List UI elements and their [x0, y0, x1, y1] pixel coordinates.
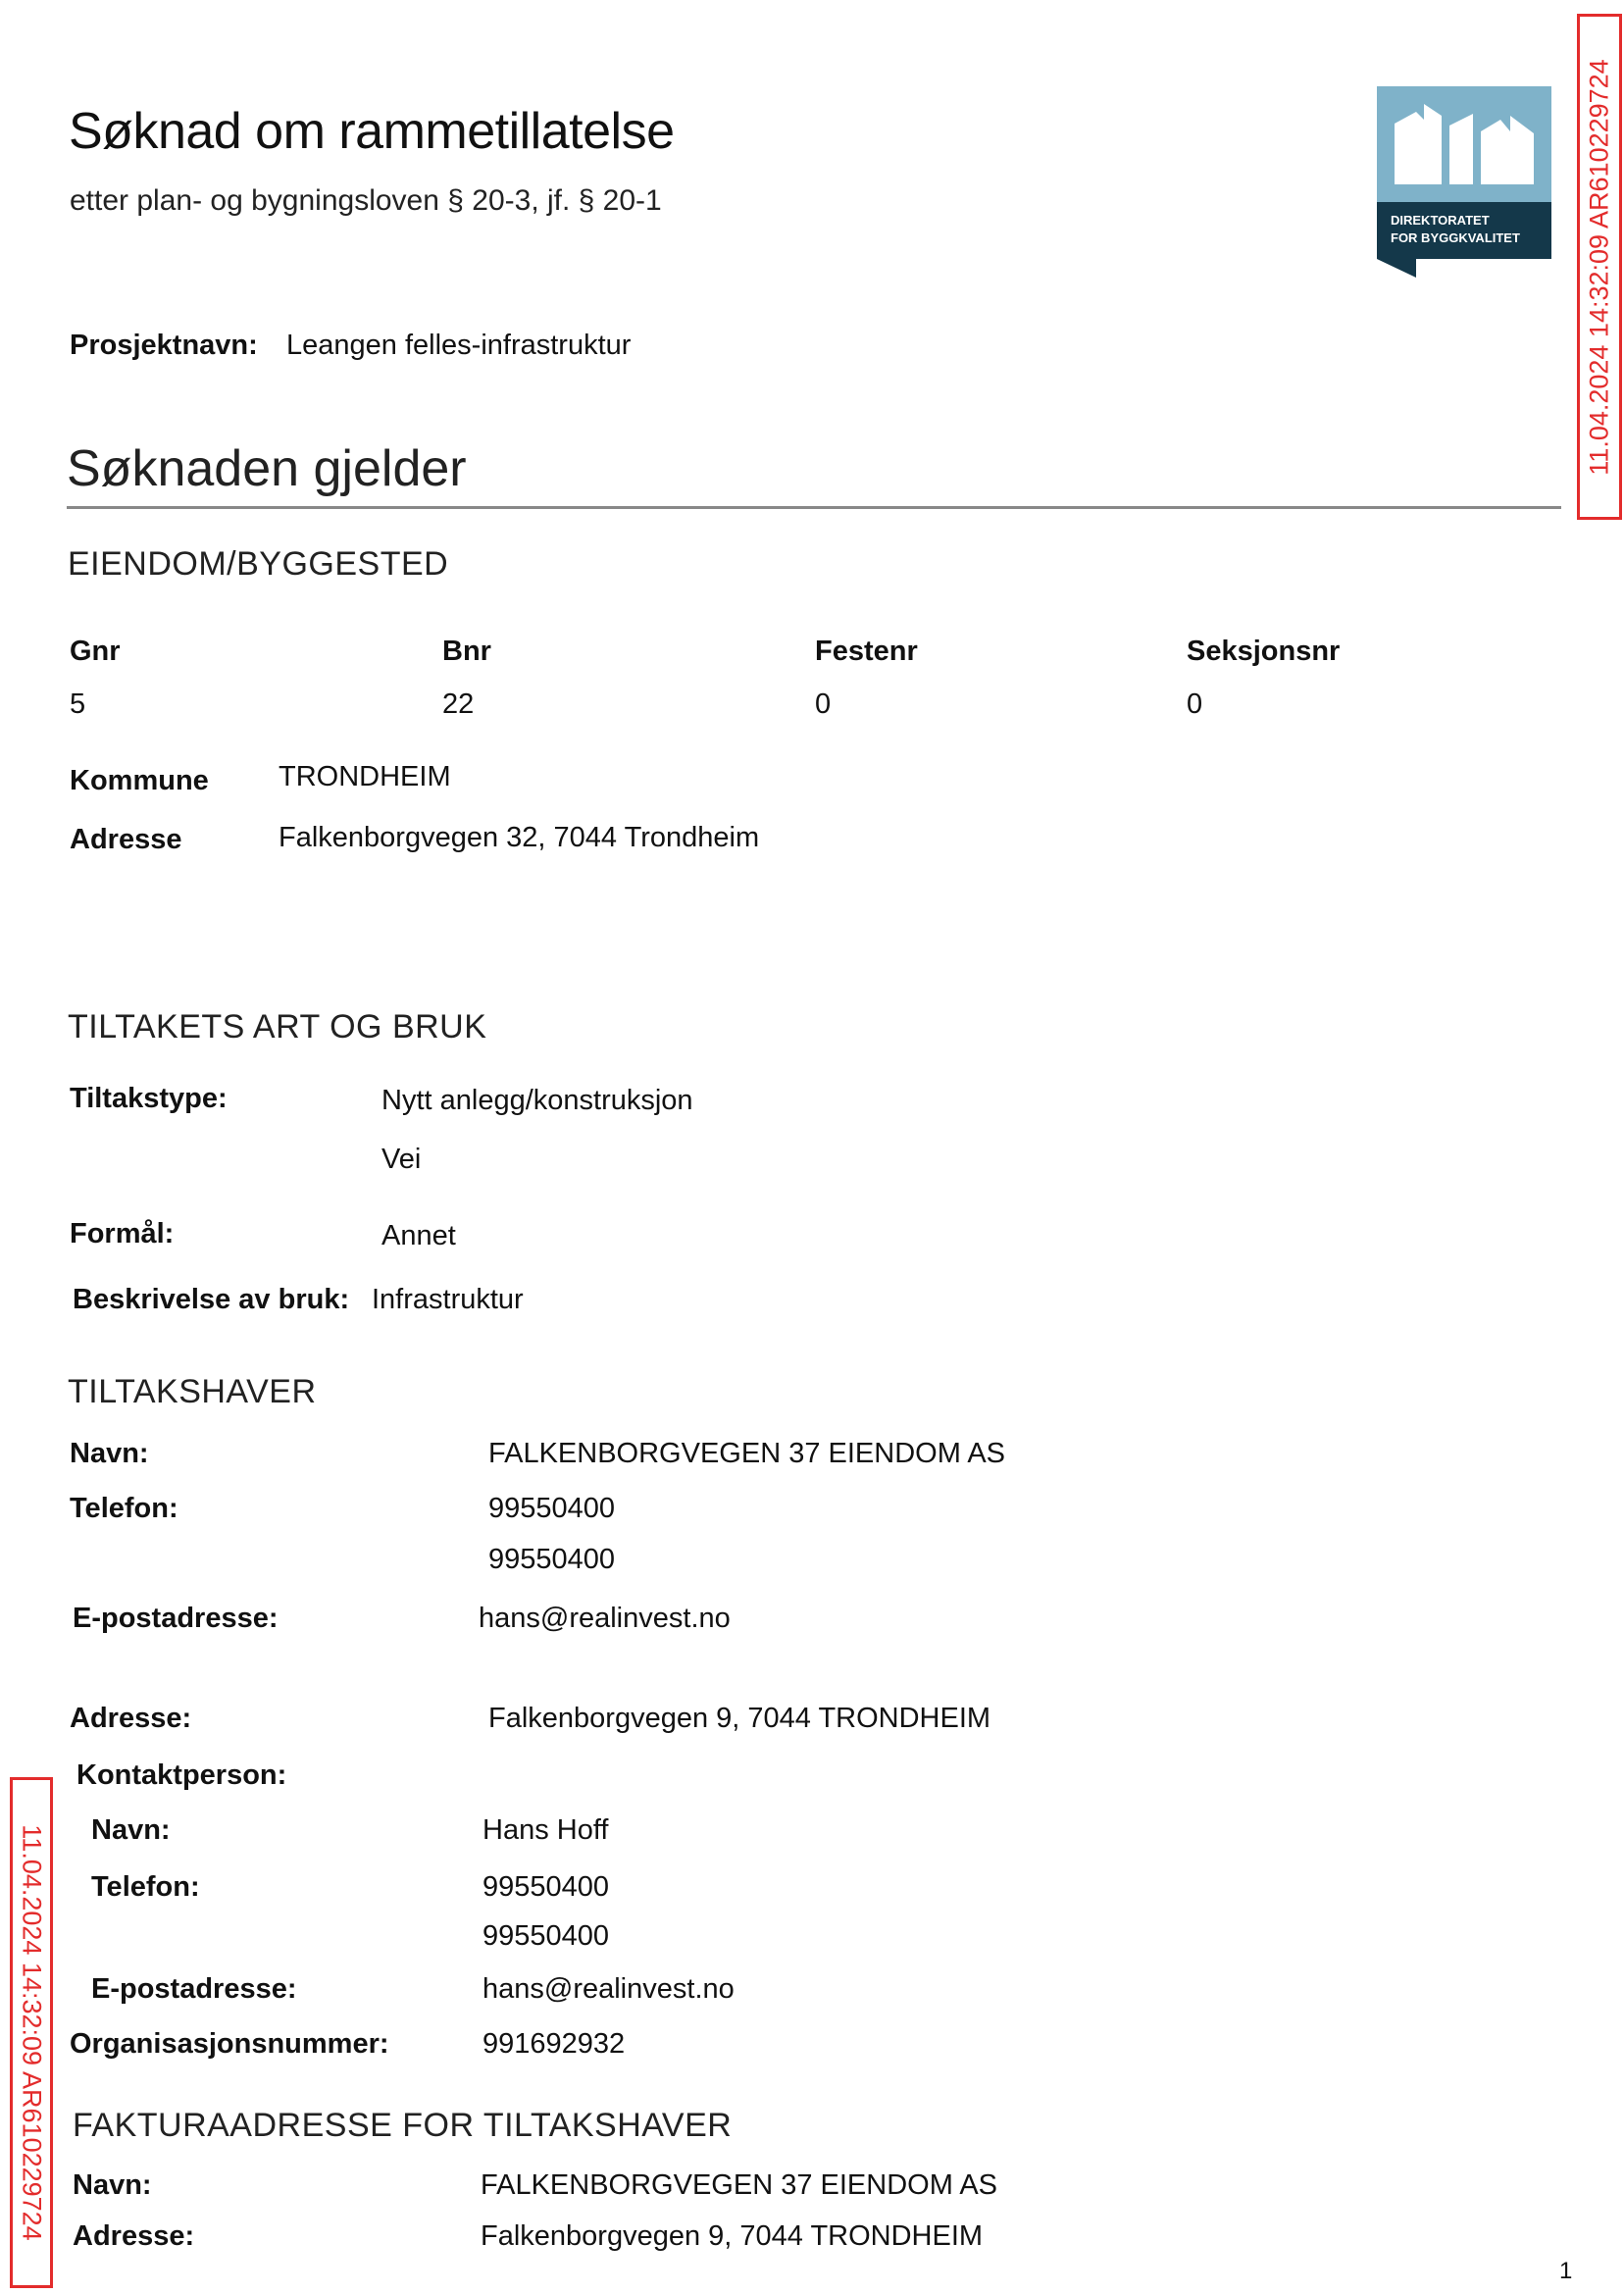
- contact-label: Kontaktperson:: [76, 1759, 287, 1791]
- bnr-label: Bnr: [442, 636, 491, 667]
- seksjonsnr-value: 0: [1187, 688, 1203, 720]
- owner-phone-value: 99550400: [488, 1544, 616, 1575]
- measure-type-label: Tiltakstype:: [70, 1083, 228, 1114]
- project-label: Prosjektnavn:: [70, 330, 258, 361]
- municipality-label: Kommune: [70, 765, 209, 796]
- timestamp-stamp-top: [1577, 14, 1622, 520]
- measure-heading: TILTAKETS ART OG BRUK: [68, 1008, 487, 1045]
- contact-name-value: Hans Hoff: [482, 1814, 609, 1846]
- usage-value: Infrastruktur: [372, 1284, 524, 1315]
- owner-phone-value: 99550400: [488, 1493, 616, 1524]
- measure-type-value: Vei: [381, 1144, 422, 1175]
- gnr-label: Gnr: [70, 636, 121, 667]
- billing-heading: FAKTURAADRESSE FOR TILTAKSHAVER: [73, 2107, 733, 2144]
- contact-name-label: Navn:: [91, 1814, 171, 1846]
- festenr-value: 0: [815, 688, 832, 720]
- owner-name-label: Navn:: [70, 1438, 149, 1469]
- document-title: Søknad om rammetillatelse: [69, 103, 675, 160]
- heading-divider: [67, 506, 1561, 509]
- contact-phone-value: 99550400: [482, 1871, 610, 1903]
- applies-heading: Søknaden gjelder: [67, 440, 467, 497]
- owner-heading: TILTAKSHAVER: [68, 1373, 317, 1410]
- project-value: Leangen felles-infrastruktur: [286, 330, 632, 361]
- seksjonsnr-label: Seksjonsnr: [1187, 636, 1341, 667]
- logo-line2: FOR BYGGKVALITET: [1391, 230, 1520, 245]
- municipality-value: TRONDHEIM: [279, 761, 451, 792]
- owner-email-value: hans@realinvest.no: [479, 1603, 731, 1634]
- festenr-label: Festenr: [815, 636, 918, 667]
- bnr-value: 22: [442, 688, 475, 720]
- contact-email-label: E-postadresse:: [91, 1973, 297, 2005]
- timestamp-stamp-text: 11.04.2024 14:32:09 AR610229724: [1584, 58, 1614, 476]
- contact-email-value: hans@realinvest.no: [482, 1973, 735, 2005]
- property-heading: EIENDOM/BYGGESTED: [68, 545, 449, 583]
- billing-address-value: Falkenborgvegen 9, 7044 TRONDHEIM: [481, 2220, 984, 2252]
- address-label: Adresse: [70, 824, 182, 855]
- owner-address-label: Adresse:: [70, 1703, 192, 1734]
- org-value: 991692932: [482, 2028, 626, 2060]
- billing-name-value: FALKENBORGVEGEN 37 EIENDOM AS: [481, 2169, 997, 2201]
- contact-phone-label: Telefon:: [91, 1871, 200, 1903]
- usage-label: Beskrivelse av bruk:: [73, 1284, 350, 1315]
- purpose-value: Annet: [381, 1220, 456, 1251]
- billing-name-label: Navn:: [73, 2169, 152, 2201]
- logo-line1: DIREKTORATET: [1391, 213, 1490, 228]
- document-subtitle: etter plan- og bygningsloven § 20-3, jf. § 20-1: [70, 184, 662, 217]
- purpose-label: Formål:: [70, 1218, 175, 1249]
- contact-phone-value: 99550400: [482, 1920, 610, 1952]
- owner-phone-label: Telefon:: [70, 1493, 178, 1524]
- billing-address-label: Adresse:: [73, 2220, 195, 2252]
- owner-email-label: E-postadresse:: [73, 1603, 279, 1634]
- timestamp-stamp-side: [10, 1777, 53, 2288]
- owner-name-value: FALKENBORGVEGEN 37 EIENDOM AS: [488, 1438, 1005, 1469]
- org-label: Organisasjonsnummer:: [70, 2028, 389, 2060]
- owner-address-value: Falkenborgvegen 9, 7044 TRONDHEIM: [488, 1703, 991, 1734]
- timestamp-stamp-text: 11.04.2024 14:32:09 AR610229724: [17, 1824, 47, 2241]
- measure-type-value: Nytt anlegg/konstruksjon: [381, 1085, 693, 1116]
- dibk-logo: [1377, 86, 1551, 278]
- gnr-value: 5: [70, 688, 86, 720]
- address-value: Falkenborgvegen 32, 7044 Trondheim: [279, 822, 760, 853]
- page-number: 1: [1559, 2258, 1573, 2284]
